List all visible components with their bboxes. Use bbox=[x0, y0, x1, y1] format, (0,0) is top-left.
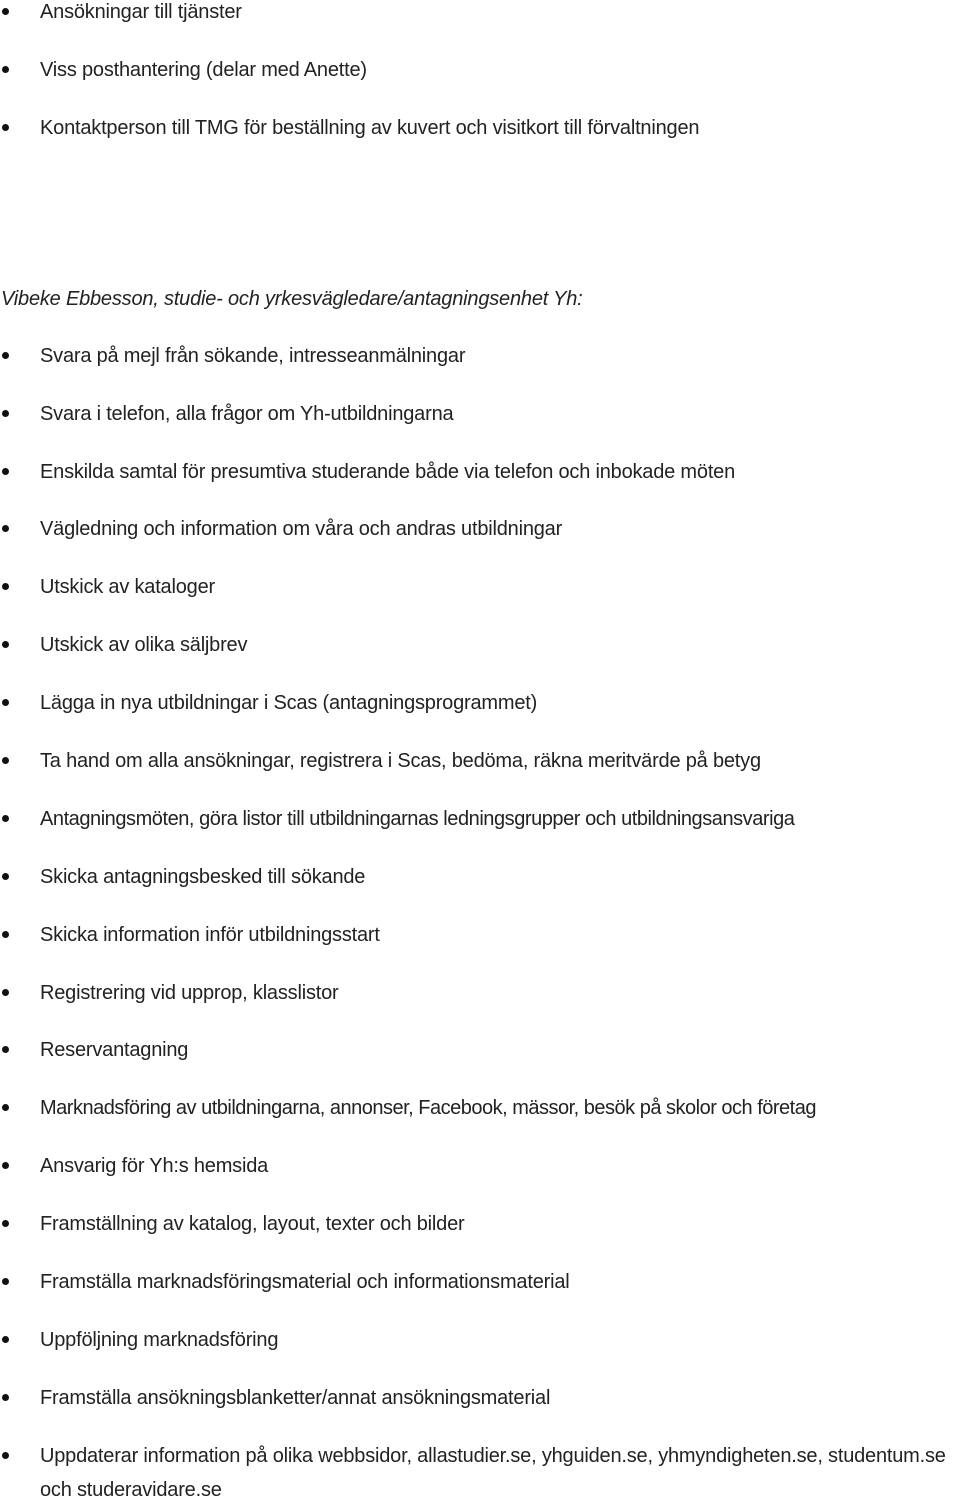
list-item-text: Framställa ansökningsblanketter/annat ansökningsmaterial bbox=[40, 1387, 551, 1409]
bullet-icon bbox=[2, 1336, 9, 1343]
bullet-icon bbox=[2, 699, 9, 706]
bullet-icon bbox=[2, 1452, 9, 1459]
bullet-icon bbox=[2, 815, 9, 822]
list-item-text: Ansökningar till tjänster bbox=[40, 1, 242, 23]
list-item-text: Vägledning och information om våra och andras utbildningar bbox=[40, 518, 563, 540]
list-item-text: Skicka information inför utbildningsstart bbox=[40, 924, 380, 946]
bullet-icon bbox=[2, 8, 9, 15]
bullet-icon bbox=[2, 410, 9, 417]
list-item-text: Antagningsmöten, göra listor till utbildningarnas ledningsgrupper och utbildningsansvariga bbox=[40, 808, 795, 830]
bullet-icon bbox=[2, 757, 9, 764]
bullet-icon bbox=[2, 1046, 9, 1053]
list-item-text: Utskick av kataloger bbox=[40, 576, 215, 598]
bullet-icon bbox=[2, 352, 9, 359]
list-item-text: Uppdaterar information på olika webbsidor, allastudier.se, yhguiden.se, yhmyndigheten.se, studentum.se och studeravidare.se bbox=[40, 1445, 946, 1501]
bullet-icon bbox=[2, 873, 9, 880]
list-item-text: Reservantagning bbox=[40, 1039, 189, 1061]
bullet-icon bbox=[2, 583, 9, 590]
list-item bbox=[0, 1439, 960, 1507]
bullet-icon bbox=[2, 641, 9, 648]
bullet-icon bbox=[2, 989, 9, 996]
list-item-text: Kontaktperson till TMG för beställning av kuvert och visitkort till förvaltningen bbox=[40, 117, 700, 139]
bullet-icon bbox=[2, 525, 9, 532]
section-heading: Vibeke Ebbesson, studie- och yrkesvägledare/antagningsenhet Yh: bbox=[1, 288, 583, 310]
bullet-icon bbox=[2, 66, 9, 73]
list-item-text: Ta hand om alla ansökningar, registrera i Scas, bedöma, räkna meritvärde på betyg bbox=[40, 750, 761, 772]
list-item-text: Svara i telefon, alla frågor om Yh-utbildningarna bbox=[40, 403, 454, 425]
bullet-icon bbox=[2, 1104, 9, 1111]
bullet-icon bbox=[2, 1394, 9, 1401]
list-item-text: Framställa marknadsföringsmaterial och informationsmaterial bbox=[40, 1271, 570, 1293]
list-item-text: Framställning av katalog, layout, texter och bilder bbox=[40, 1213, 465, 1235]
bullet-icon bbox=[2, 1162, 9, 1169]
list-item-text: Svara på mejl från sökande, intresseanmälningar bbox=[40, 345, 466, 367]
list-item-text: Enskilda samtal för presumtiva studerande både via telefon och inbokade möten bbox=[40, 461, 736, 483]
list-item-text: Uppföljning marknadsföring bbox=[40, 1329, 279, 1351]
bullet-icon bbox=[2, 1220, 9, 1227]
bullet-icon bbox=[2, 468, 9, 475]
list-item-text: Viss posthantering (delar med Anette) bbox=[40, 59, 367, 81]
bullet-icon bbox=[2, 1278, 9, 1285]
bullet-icon bbox=[2, 124, 9, 131]
list-item-text: Utskick av olika säljbrev bbox=[40, 634, 248, 656]
list-item-text: Skicka antagningsbesked till sökande bbox=[40, 866, 366, 888]
list-item-text: Marknadsföring av utbildningarna, annonser, Facebook, mässor, besök på skolor och företag bbox=[40, 1097, 816, 1119]
list-item-text: Registrering vid upprop, klasslistor bbox=[40, 982, 339, 1004]
list-item-text: Ansvarig för Yh:s hemsida bbox=[40, 1155, 269, 1177]
bullet-icon bbox=[2, 931, 9, 938]
list-item-text: Lägga in nya utbildningar i Scas (antagningsprogrammet) bbox=[40, 692, 538, 714]
